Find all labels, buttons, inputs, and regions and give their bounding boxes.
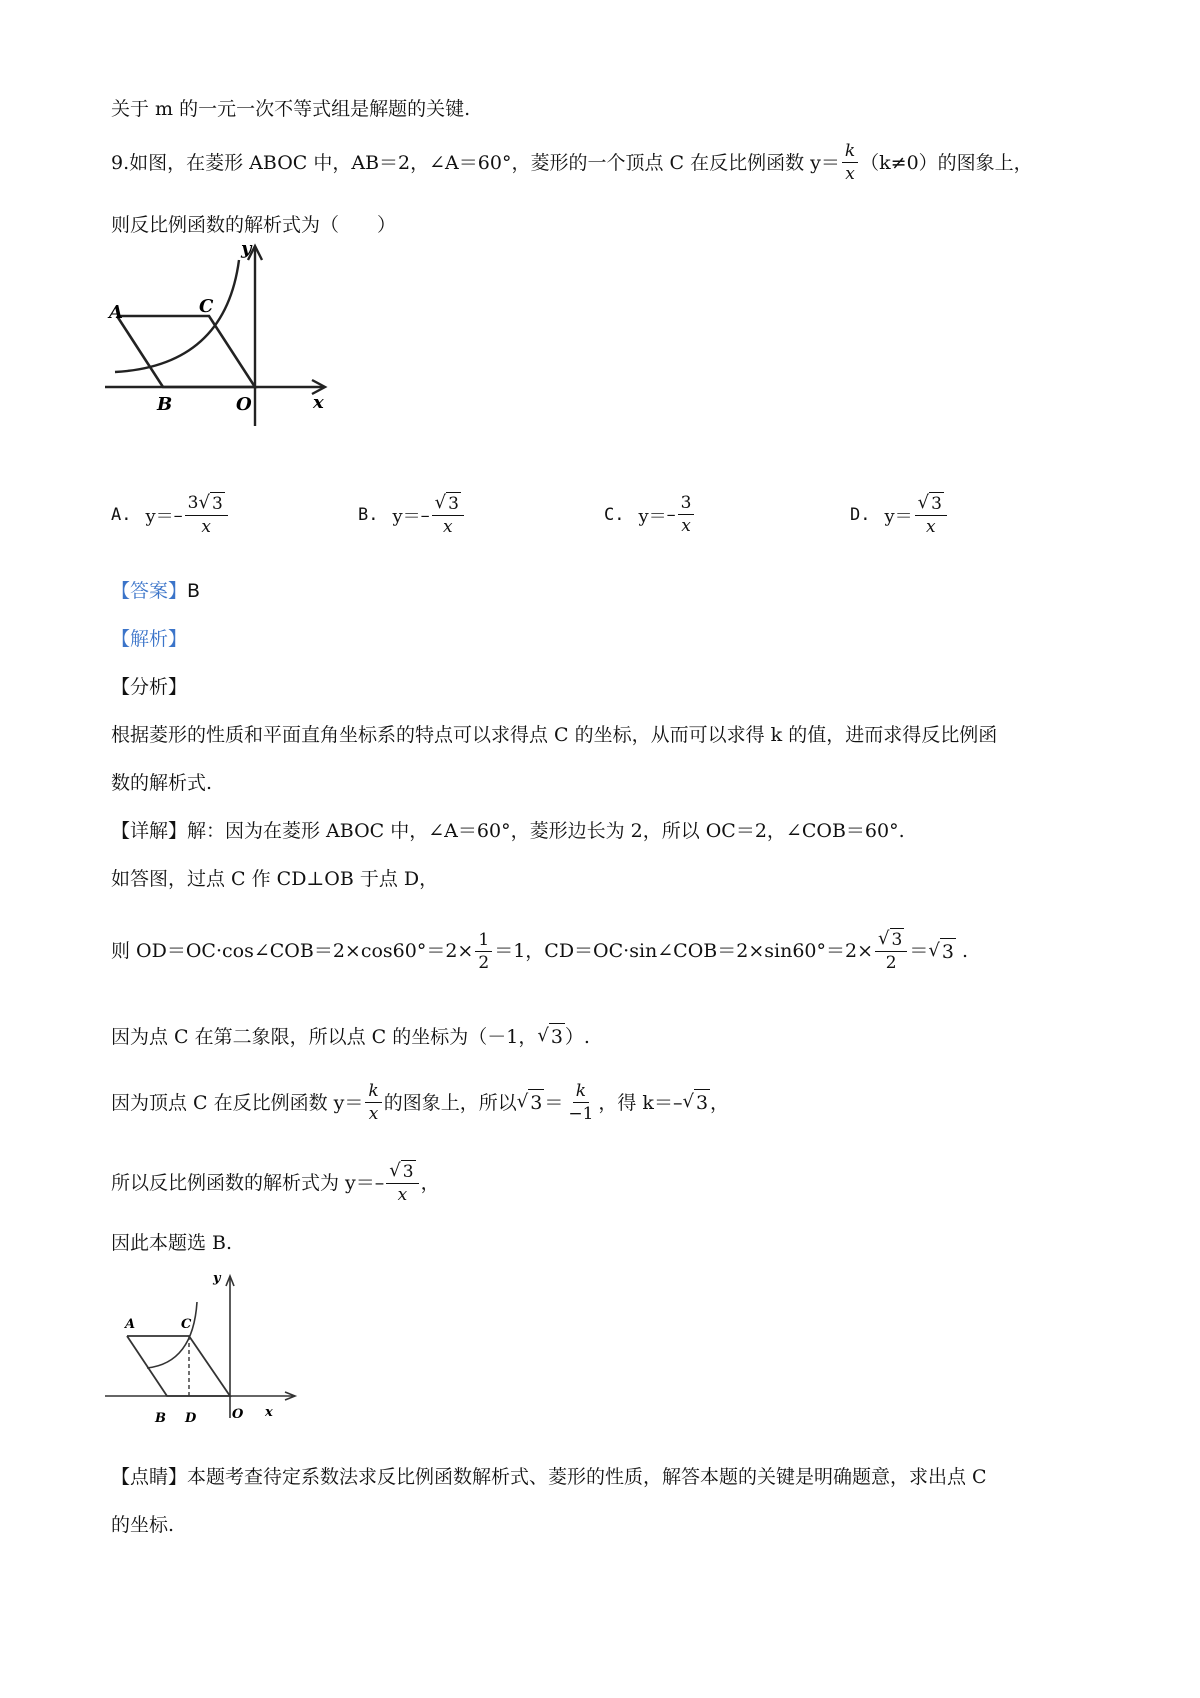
result-line: 所以反比例函数的解析式为 y＝– √ 3 x ， <box>111 1160 440 1205</box>
answer-value: B <box>187 580 201 602</box>
option-d[interactable]: D. y＝ √ 3 x <box>850 492 949 538</box>
question-line-2: 则反比例函数的解析式为（ ） <box>111 214 397 236</box>
question-line-1 <box>111 140 1033 185</box>
coord-line: 因为点 C 在第二象限，所以点 C 的坐标为（－1， √ 3 ）. <box>111 1025 590 1048</box>
figure2-label-y: y <box>213 1271 221 1286</box>
question-fraction: $\frac{k}{x}$ <box>842 140 858 185</box>
dianjing-tag: 【点睛】 <box>111 1466 188 1488</box>
rhombus-ABOC <box>127 1336 230 1396</box>
figure1-label-A: A <box>109 302 123 323</box>
calc-line: 则 OD＝OC·cos∠COB＝2×cos60°＝2× $\frac{1}{2}$ ＝1，CD＝OC·sin∠COB＝2×sin60°＝2× √ 3 2 ＝ √ 3 . <box>111 928 968 973</box>
figure1-label-x: x <box>313 392 324 413</box>
analysis-tag: 【解析】 <box>111 628 188 650</box>
detail-line-2: 如答图，过点 C 作 CD⊥OB 于点 D， <box>111 868 439 890</box>
intro-line: 关于 m 的一元一次不等式组是解题的关键. <box>111 98 471 120</box>
answer-line <box>111 578 200 604</box>
question-text: 9.如图，在菱形 ABOC 中，AB＝2，∠A＝60°，菱形的一个顶点 C 在反比例函数 y＝ <box>111 151 840 174</box>
detail-tag: 【详解】 <box>111 820 188 842</box>
k-line: 因为顶点 C 在反比例函数 y＝ $\frac{k}{x}$ 的图象上，所以 √ 3 ＝ $\frac{k}{-1}$ ，得 k＝– √ 3 ， <box>111 1081 730 1124</box>
fenxi-line-1: 根据菱形的性质和平面直角坐标系的特点可以求得点 C 的坐标，从而可以求得 k 的值，进而求得反比例函 <box>111 724 998 746</box>
figure1-label-O: O <box>236 394 252 415</box>
figure2-label-C: C <box>181 1317 192 1332</box>
dianjing-line-2: 的坐标. <box>111 1514 175 1536</box>
question-text-tail: （k≠0）的图象上， <box>860 151 1033 174</box>
figure1-label-B: B <box>157 394 173 415</box>
detail-line-1: 【详解】解：因为在菱形 ABOC 中，∠A＝60°，菱形边长为 2，所以 OC＝2，∠COB＝60°. <box>111 820 905 842</box>
answer-tag: 【答案】 <box>111 580 188 602</box>
figure2-label-B: B <box>155 1411 166 1426</box>
fenxi-tag: 【分析】 <box>111 676 188 698</box>
option-b[interactable]: B. y＝ – √ 3 x <box>358 492 466 538</box>
fenxi-line-2: 数的解析式. <box>111 772 213 794</box>
figure2-label-x: x <box>265 1405 273 1420</box>
figure2-label-O: O <box>232 1407 244 1422</box>
figure1-label-y: y <box>241 238 252 259</box>
figure2-label-A: A <box>125 1317 136 1332</box>
figure-answer <box>105 1268 315 1443</box>
conclusion-line: 因此本题选 B. <box>111 1232 233 1254</box>
figure-rhombus <box>105 236 355 446</box>
option-c[interactable]: C. y＝ – $\frac{3}{x}$ <box>604 492 696 537</box>
figure2-label-D: D <box>185 1411 197 1426</box>
dianjing-line-1: 【点睛】本题考查待定系数法求反比例函数解析式、菱形的性质，解答本题的关键是明确题意，求出点 C <box>111 1466 987 1488</box>
option-a[interactable]: A. y＝ – 3 √ 3 x <box>111 492 230 538</box>
figure1-label-C: C <box>199 296 214 317</box>
